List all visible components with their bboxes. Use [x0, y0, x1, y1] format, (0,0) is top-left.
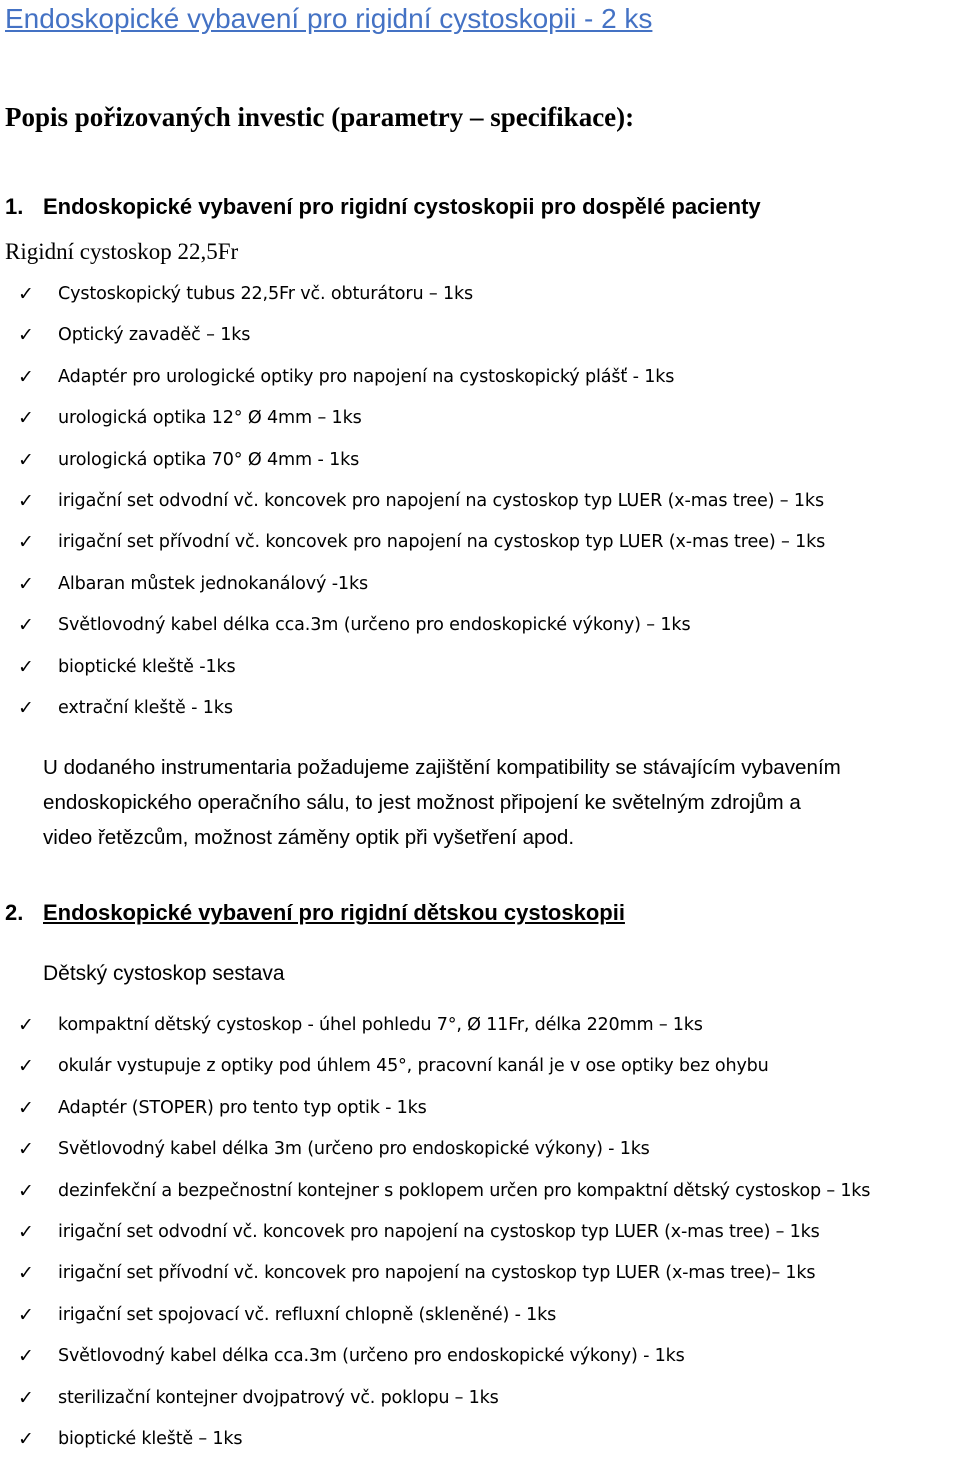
section-1-number: 1.	[5, 194, 24, 219]
list-item-text: irigační set spojovací vč. refluxní chlopně (skleněné) - 1ks	[58, 1304, 557, 1325]
list-item-text: irigační set odvodní vč. koncovek pro napojení na cystoskop typ LUER (x-mas tree) – 1ks	[58, 490, 824, 511]
list-item-text: Cystoskopický tubus 22,5Fr vč. obturátoru – 1ks	[58, 284, 474, 304]
section-2-title: Endoskopické vybavení pro rigidní dětskou cystoskopii	[43, 900, 625, 925]
checkmark-icon: ✓	[18, 1179, 34, 1202]
list-item-text: irigační set přívodní vč. koncovek pro napojení na cystoskop typ LUER (x-mas tree)– 1ks	[58, 1263, 816, 1284]
checkmark-icon: ✓	[18, 572, 34, 595]
compatibility-paragraph	[43, 750, 960, 855]
checkmark-icon: ✓	[18, 365, 34, 388]
checkmark-icon: ✓	[18, 614, 34, 637]
checkmark-icon: ✓	[18, 1096, 34, 1119]
checkmark-icon: ✓	[18, 1345, 34, 1368]
paragraph-line: U dodaného instrumentaria požadujeme zajištění kompatibility se stávajícím vybavením	[43, 756, 841, 779]
checkmark-icon: ✓	[18, 696, 34, 719]
section-2-subheading: Dětský cystoskop sestava	[43, 962, 285, 985]
list-item-text: Světlovodný kabel délka cca.3m (určeno pro endoskopické výkony) - 1ks	[58, 1346, 685, 1367]
list-item-text: Optický zavaděč – 1ks	[58, 325, 251, 346]
list-item-text: Světlovodný kabel délka 3m (určeno pro endoskopické výkony) - 1ks	[58, 1139, 650, 1160]
checkmark-icon: ✓	[18, 531, 34, 554]
list-item-text: Světlovodný kabel délka cca.3m (určeno pro endoskopické výkony) – 1ks	[58, 615, 691, 636]
checkmark-icon: ✓	[18, 1138, 34, 1161]
list-item-text: okulár vystupuje z optiky pod úhlem 45°, pracovní kanál je v ose optiky bez ohybu	[58, 1056, 769, 1077]
list-item-text: Adaptér (STOPER) pro tento typ optik - 1ks	[58, 1097, 427, 1118]
checkmark-icon: ✓	[18, 1303, 34, 1326]
specification-heading: Popis pořizovaných investic (parametry – specifikace):	[5, 102, 635, 132]
checkmark-icon: ✓	[18, 655, 34, 678]
list-item-text: bioptické kleště – 1ks	[58, 1428, 243, 1449]
checkmark-icon: ✓	[18, 1262, 34, 1285]
list-item-text: extrační kleště - 1ks	[58, 697, 233, 718]
list-item-text: urologická optika 70° Ø 4mm - 1ks	[58, 449, 360, 470]
list-item-text: urologická optika 12° Ø 4mm – 1ks	[58, 408, 362, 429]
list-item-text: kompaktní dětský cystoskop - úhel pohledu 7°, Ø 11Fr, délka 220mm – 1ks	[58, 1015, 703, 1035]
checkmark-icon: ✓	[18, 1427, 34, 1450]
checkmark-icon: ✓	[18, 1220, 34, 1243]
list-item-text: Albaran můstek jednokanálový -1ks	[58, 573, 368, 594]
checkmark-icon: ✓	[18, 407, 34, 430]
paragraph-line: video řetězcům, možnost záměny optik při vyšetření apod.	[43, 826, 575, 849]
list-item-text: Adaptér pro urologické optiky pro napojení na cystoskopický plášť - 1ks	[58, 366, 675, 387]
section-1-title: Endoskopické vybavení pro rigidní cystoskopii pro dospělé pacienty	[43, 194, 761, 219]
section-2-number: 2.	[5, 900, 24, 925]
list-item-text: irigační set přívodní vč. koncovek pro napojení na cystoskop typ LUER (x-mas tree) – 1ks	[58, 532, 826, 553]
checkmark-icon: ✓	[18, 1014, 34, 1036]
paragraph-line: endoskopického operačního sálu, to jest možnost připojení ke světelným zdrojům a	[43, 791, 801, 814]
checkmark-icon: ✓	[18, 1055, 34, 1078]
document-title: Endoskopické vybavení pro rigidní cystoskopii - 2 ks	[5, 3, 653, 34]
checkmark-icon: ✓	[18, 283, 34, 305]
checkmark-icon: ✓	[18, 489, 34, 512]
checkmark-icon: ✓	[18, 324, 34, 347]
list-item-text: irigační set odvodní vč. koncovek pro napojení na cystoskop typ LUER (x-mas tree) – 1ks	[58, 1221, 820, 1242]
list-item-text: dezinfekční a bezpečnostní kontejner s poklopem určen pro kompaktní dětský cystoskop – 1ks	[58, 1180, 871, 1201]
checkmark-icon: ✓	[18, 448, 34, 471]
section-1-subheading: Rigidní cystoskop 22,5Fr	[5, 239, 239, 264]
list-item-text: sterilizační kontejner dvojpatrový vč. poklopu – 1ks	[58, 1387, 499, 1408]
list-item-text: bioptické kleště -1ks	[58, 656, 236, 677]
checkmark-icon: ✓	[18, 1386, 34, 1409]
